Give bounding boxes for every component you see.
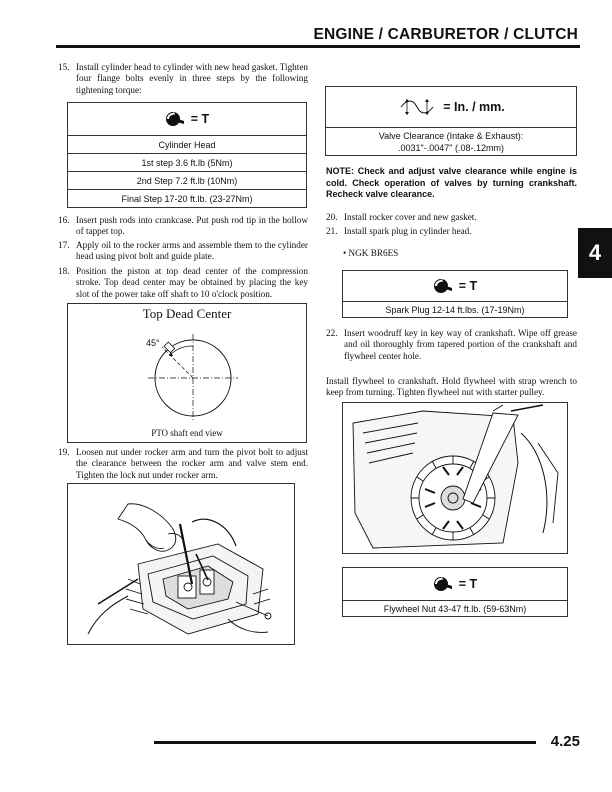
page-number: 4.25 — [550, 733, 580, 750]
table-row: Final Step 17-20 ft.lb. (23-27Nm) — [68, 189, 306, 208]
cylinder-head-torque-table — [67, 102, 307, 208]
table-title: Cylinder Head — [68, 135, 306, 153]
step-number: 15. — [58, 62, 70, 72]
step-15 — [58, 62, 308, 96]
step-20 — [326, 212, 577, 223]
footer-rule — [154, 741, 536, 744]
bullet-icon: • — [343, 248, 349, 258]
torque-symbol-label: = T — [190, 112, 210, 126]
bullet-text: NGK BR6ES — [348, 248, 399, 258]
valve-symbol-label: = In. / mm. — [443, 100, 505, 114]
valve-note: NOTE: Check and adjust valve clearance while engine is cold. Check operation of valves by turning crankshaft. Recheck valve clearance. — [326, 166, 577, 200]
torque-symbol-row — [343, 271, 567, 301]
step-19 — [58, 447, 308, 481]
rocker-arm-figure — [67, 483, 295, 645]
flywheel-figure — [342, 402, 568, 554]
table-row: 2nd Step 7.2 ft.lb (10Nm) — [68, 171, 306, 189]
tdc-angle-label: 45° — [146, 338, 160, 348]
flywheel-strap-wrench-illustration — [343, 403, 567, 553]
torque-symbol-label: = T — [458, 279, 478, 293]
header-rule — [56, 45, 580, 48]
step-17 — [58, 240, 308, 263]
tdc-caption: PTO shaft end view — [151, 428, 223, 438]
rocker-arm-adjust-illustration — [68, 484, 294, 644]
table-row: 1st step 3.6 ft.lb (5Nm) — [68, 153, 306, 171]
step-number: 17. — [58, 240, 70, 250]
step-number: 16. — [58, 215, 70, 225]
step-text: Insert woodruff key in key way of crankshaft. Wipe off grease and oil thoroughly from tapered portion of the crankshaft and flywheel center hole. — [344, 328, 577, 361]
page-header-title: ENGINE / CARBURETOR / CLUTCH — [313, 26, 578, 43]
step-number: 22. — [326, 328, 338, 338]
step-text: Insert push rods into crankcase. Put push rod tip in the hollow of tappet top. — [76, 215, 308, 237]
step-number: 21. — [326, 226, 338, 236]
chapter-tab: 4 — [578, 228, 612, 278]
step-number: 20. — [326, 212, 338, 222]
step-number: 18. — [58, 266, 70, 276]
step-22 — [326, 328, 577, 362]
feeler-gauge-symbol-row — [326, 87, 576, 127]
torque-wrench-icon — [433, 277, 453, 295]
valve-clearance-box — [325, 86, 577, 156]
torque-symbol-row — [68, 103, 306, 135]
spark-plug-torque-value: Spark Plug 12-14 ft.lbs. (17-19Nm) — [343, 301, 567, 317]
step-16 — [58, 215, 308, 238]
step-text: Install spark plug in cylinder head. — [344, 226, 472, 236]
step-text: Install cylinder head to cylinder with new head gasket. Tighten four flange bolts evenly in three steps by the following tightening torque: — [76, 62, 308, 95]
step-text: Position the piston at top dead center of the compression stroke. Top dead center may be obtained by placing the key slot of the power take off shaft to 10 o'clock position. — [76, 266, 308, 299]
torque-wrench-icon — [433, 575, 453, 593]
torque-symbol-label: = T — [458, 577, 478, 591]
flywheel-torque-value: Flywheel Nut 43-47 ft.lb. (59-63Nm) — [343, 600, 567, 616]
feeler-gauge-icon — [397, 95, 437, 119]
step-18 — [58, 266, 308, 300]
torque-symbol-row — [343, 568, 567, 600]
valve-clearance-spec — [326, 127, 576, 154]
tdc-figure-title: Top Dead Center — [142, 306, 232, 321]
spark-plug-torque-box — [342, 270, 568, 318]
valve-spec-line: Valve Clearance (Intake & Exhaust): — [378, 131, 524, 141]
tdc-figure — [67, 303, 307, 443]
valve-spec-line: .0031"-.0047" (.08-.12mm) — [398, 143, 504, 153]
step-text: Loosen nut under rocker arm and turn the pivot bolt to adjust the clearance between the rocker arm and valve stem end. Tighten the lock nut under rocker arm. — [76, 447, 308, 480]
flywheel-torque-box — [342, 567, 568, 617]
spark-plug-bullet — [343, 248, 543, 259]
step-text: Install rocker cover and new gasket. — [344, 212, 477, 222]
torque-wrench-icon — [165, 110, 185, 128]
flywheel-paragraph: Install flywheel to crankshaft. Hold flywheel with strap wrench to keep from turning. Tighten flywheel nut with starter pulley. — [326, 376, 577, 397]
step-21 — [326, 226, 577, 237]
step-text: Apply oil to the rocker arms and assemble them to the cylinder head using pivot bolt and guide plate. — [76, 240, 308, 262]
step-number: 19. — [58, 447, 70, 457]
